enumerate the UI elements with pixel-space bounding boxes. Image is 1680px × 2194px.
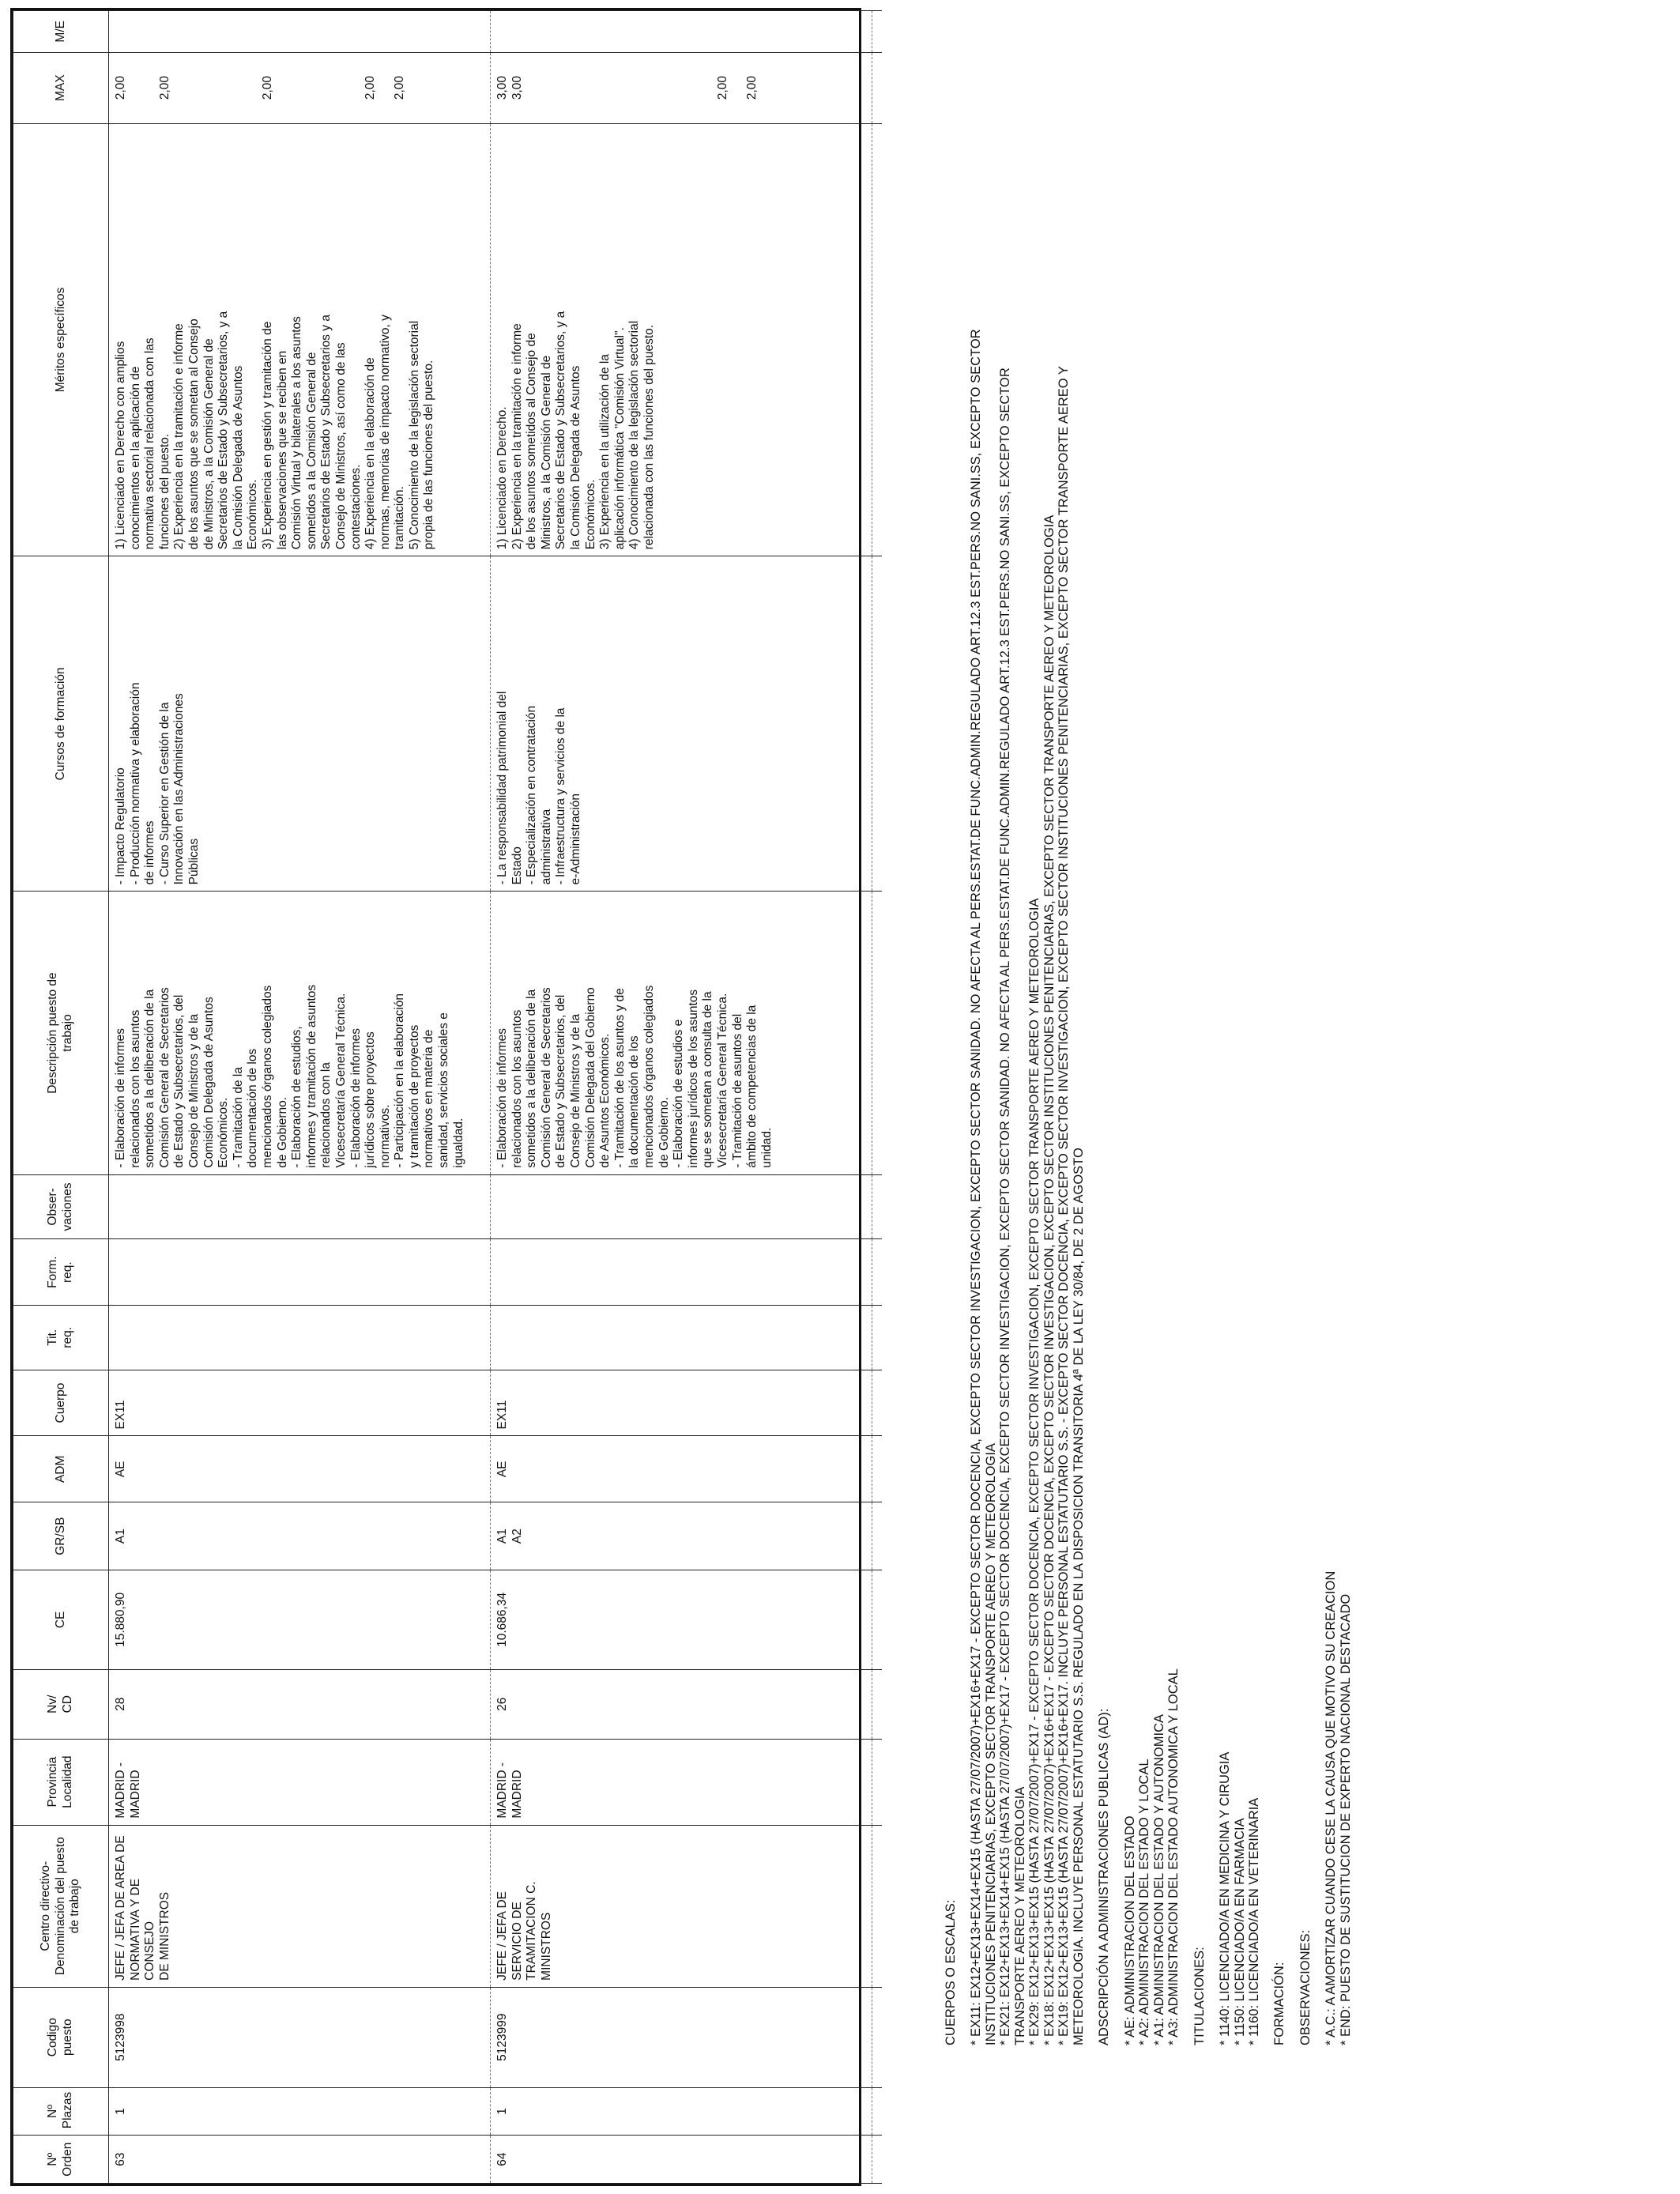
header-cursos: Cursos de formación [13,556,109,892]
formacion-title: FORMACIÓN: [1272,1962,1287,2045]
puestos-table [13,10,882,2184]
titulaciones-list [1218,22,1261,2045]
cell-nivel: 26 [491,1669,872,1739]
cell-codigo: 5123999 [491,1987,872,2087]
max-value: 2,00 [157,75,171,100]
cell-meritos: 1) Licenciado en Derecho con amplios conocimientos en la aplicación de normativa sectorial relacionada con las funciones del puesto. 2) Experiencia en la tramitación e informe de los asuntos que se sometan al Consejo de Ministros, a la Comisión General de Secretarios de Estado y Subsecretarios, y a la Comisión Delegada de Asuntos Económicos. 3) Experiencia en gestión y tramitación de las observaciones que se reciben en Comisión Virtual y bilaterales a los asuntos sometidos a la Comisión General de Secretarios de Estado y Subsecretarios y a Consejo de Ministros, así como de las contestaciones. 4) Experiencia en la elaboración de normas, memorias de impacto normativo, y tramitación. 5) Conocimiento de la legislación sectorial propia de las funciones del puesto. [109,123,491,556]
adscripcion-title: ADSCRIPCIÓN A ADMINISTRACIONES PUBLICAS (AD): [1097,1708,1112,2045]
max-value [687,59,702,117]
max-value [642,59,657,117]
header-codigo: Codigo puesto [13,1987,109,2087]
max-value [657,59,672,117]
observaciones-title: OBSERVACIONES: [1298,1929,1313,2045]
cell-cursos: - La responsabilidad patrimonial del Estado - Especialización en contratación administrativa - Infraestructura y servicios de la e-Administración [491,556,872,892]
max-value [187,59,202,117]
cell-adm: AE [491,1436,872,1502]
max-value: 2,00 [393,75,407,100]
max-value [627,59,642,117]
max-value [319,59,334,117]
cell-codigo: 5123998 [109,1987,491,2087]
cell-descripcion: - Elaboración de informes relacionados con los asuntos sometidos a la deliberación de la Comisión General de Secretarios de Estado y Subsecretarios, del Consejo de Ministros y de la Comisión Delegada de Asuntos Económicos. - Tramitación de la documentación de los mencionados órganos colegiados de Gobierno. - Elaboración de estudios, informes y tramitación de asuntos relacionados con la Vicesecretaría General Técnica. - Elaboración de informes jurídicos sobre proyectos normativos. - Participación en la elaboración y tramitación de proyectos normativos en materia de sanidad, servicios sociales e igualdad. [109,892,491,1174]
header-descripcion: Descripción puesto de trabajo [13,892,109,1174]
max-value [232,59,247,117]
list-item: * EX21: EX12+EX13+EX14+EX15 (HASTA 27/07/2007)+EX17 - EXCEPTO SECTOR DOCENCIA, EXCEPTO SECTOR INVESTIGACION, EXCEPTO SECTOR SANIDAD. NO AFECTA AL PERS.ESTAT.DE FUNC.ADMIN.REGULADO ART.12.3 EST.PERS.NO SANI.SS, EXCEPTO SECTOR [998,368,1013,2045]
legend-notes [932,22,1353,2045]
cell-provincia: MADRID - MADRID [109,1739,491,1825]
list-item: * 1140: LICENCIADO/A EN MEDICINA Y CIRUGIA [1218,1751,1233,2045]
list-item: * EX11: EX12+EX13+EX14+EX15 (HASTA 27/07/2007)+EX16+EX17 - EXCEPTO SECTOR DOCENCIA, EXCEPTO SECTOR INVESTIGACION, EXCEPTO SECTOR SANIDAD. NO AFECTA AL PERS.ESTAT.DE FUNC.ADMIN.REGULADO ART.12.3 EST.PERS.NO SANI.SS, EXCEPTO SECTOR [969,329,984,2045]
max-value: 2,00 [114,75,127,100]
cell-grupo: A1 A2 [491,1502,872,1570]
puestos-table-wrapper [10,8,861,2186]
list-item: * EX29: EX12+EX13+EX15 (HASTA 27/07/2007)+EX17 - EXCEPTO SECTOR DOCENCIA, EXCEPTO SECTOR INVESTIGACION, EXCEPTO SECTOR TRANSPORTE AEREO Y METEOROLOGIA [1027,898,1042,2045]
cell-tit [109,1306,491,1370]
max-value: 2,00 [260,75,274,100]
max-value [672,59,687,117]
cell-nivel: 28 [109,1669,491,1739]
list-item: * 1150: LICENCIADO/A EN FARMACIA [1232,1818,1247,2045]
max-value [598,59,613,117]
cell-orden: 63 [109,2136,491,2184]
header-form: Form. req. [13,1239,109,1306]
cell-max [109,52,491,123]
adscripcion-list [1123,22,1181,2045]
table-row [109,11,491,2184]
header-obs: Obser- vaciones [13,1174,109,1239]
cell-provincia: MADRID - MADRID [491,1739,872,1825]
cell-cuerpo: EX11 [491,1370,872,1436]
cell-tit [491,1306,872,1370]
header-cuerpo: Cuerpo [13,1370,109,1436]
header-orden: Nº Orden [13,2136,109,2184]
max-value [246,59,261,117]
max-value [290,59,305,117]
header-tit: Tit. req. [13,1306,109,1370]
table-row-empty [872,11,883,2184]
table-row [491,11,872,2184]
max-value [129,59,144,117]
max-value [202,59,217,117]
max-value [334,59,349,117]
cell-cursos: - Impacto Regulatorio - Producción normativa y elaboración de informes - Curso Superior en Gestión de la Innovación en las Administraciones Públicas [109,556,491,892]
cell-form [109,1239,491,1306]
max-value [731,59,746,117]
list-item: * EX19: EX12+EX13+EX15 (HASTA 27/07/2007)+EX16+EX17. INCLUYE PERSONAL ESTATUTARIO S.S. - EXCEPTO SECTOR DOCENCIA, EXCEPTO SECTOR INVESTIGACION, EXCEPTO SECTOR INSTITUCIONES PENITENCIARIAS, EXCEPTO SECTOR TRANSPORTE AEREO Y [1057,366,1072,2045]
cell-max [491,52,872,123]
list-item: METEOROLOGIA. INCLUYE PERSONAL ESTATUTARIO S.S. REGULADO EN LA DISPOSICION TRANSITORIA 4ª DE LA LEY 30/84, DE 2 DE AGOSTO [1071,1148,1086,2045]
max-value [217,59,232,117]
max-value [701,59,716,117]
max-value: 2,00 [745,75,759,100]
header-me: M/E [13,11,109,53]
header-plazas: Nº Plazas [13,2087,109,2136]
max-value: 2,00 [363,75,378,100]
max-value: 2,00 [715,75,729,100]
list-item: * A3: ADMINISTRACION DEL ESTADO AUTONOMICA Y LOCAL [1166,1668,1181,2045]
max-value [554,59,569,117]
cell-orden: 64 [491,2136,872,2184]
max-value [305,59,320,117]
cell-me [491,11,872,53]
header-max: MAX [13,52,109,123]
max-value [143,59,158,117]
cell-form [491,1239,872,1306]
cell-me [109,11,491,53]
max-value [349,59,364,117]
list-item: * A1: ADMINISTRACION DEL ESTADO Y AUTONOMICA [1151,1713,1166,2045]
header-centro: Centro directivo- Denominación del puesto de trabajo [13,1825,109,1987]
list-item: TRANSPORTE AEREO Y METEOROLOGIA [1012,1786,1027,2045]
header-grupo: GR/SB [13,1502,109,1570]
titulaciones-title: TITULACIONES: [1192,1947,1207,2045]
max-value [172,59,187,117]
cuerpos-title: CUERPOS O ESCALAS: [944,1899,958,2045]
cell-centro: JEFE / JEFA DE SERVICIO DE TRAMITACION C. MINISTROS [491,1825,872,1987]
max-value [379,59,394,117]
max-value: 3,00 [510,75,524,100]
header-meritos: Méritos específicos [13,123,109,556]
cell-adm: AE [109,1436,491,1502]
cell-grupo: A1 [109,1502,491,1570]
cell-ce: 15.880,90 [109,1570,491,1670]
list-item: * AE: ADMINISTRACION DEL ESTADO [1122,1815,1137,2045]
cell-cuerpo: EX11 [109,1370,491,1436]
observaciones-list [1324,22,1353,2045]
cell-obs [491,1174,872,1239]
header-adm: ADM [13,1436,109,1502]
max-value [569,59,584,117]
max-value [584,59,599,117]
list-item: * A2: ADMINISTRACION DEL ESTADO Y LOCAL [1137,1759,1152,2045]
max-value [613,59,628,117]
cell-obs [109,1174,491,1239]
cell-descripcion: - Elaboración de informes relacionados con los asuntos sometidos a la deliberación de la Comisión General de Secretarios de Estado y Subsecretarios, del Consejo de Ministros y de la Comisión Delegada del Gobierno de Asuntos Económicos. - Tramitación de los asuntos y de la documentación de los mencionados órganos colegiados de Gobierno. - Elaboración de estudios e informes jurídicos de los asuntos que se sometan a consulta de la Vicesecretaría General Técnica. - Tramitación de asuntos del ámbito de competencias de la unidad. [491,892,872,1174]
cell-plazas: 1 [109,2087,491,2136]
list-item: * EX18: EX12+EX13+EX15 (HASTA 27/07/2007)+EX16+EX17 - EXCEPTO SECTOR DOCENCIA, EXCEPTO SECTOR INVESTIGACION, EXCEPTO SECTOR INSTITUCIONES PENITENCIARIAS, EXCEPTO SECTOR TRANSPORTE AEREO Y METEOROLOGIA [1042,515,1057,2045]
cell-centro: JEFE / JEFA DE AREA DE NORMATIVA Y DE CONSEJO DE MINISTROS [109,1825,491,1987]
table-header-row [13,11,109,2184]
cell-ce: 10.686,34 [491,1570,872,1670]
list-item: * A.C.: A AMORTIZAR CUANDO CESE LA CAUSA QUE MOTIVO SU CREACION [1324,1570,1339,2045]
max-value [276,59,291,117]
list-item: * 1160: LICENCIADO/A EN VETERINARIA [1246,1797,1261,2045]
cell-plazas: 1 [491,2087,872,2136]
max-value [540,59,555,117]
list-item: * END: PUESTO DE SUSTITUCION DE EXPERTO NACIONAL DESTACADO [1338,1593,1353,2045]
header-ce: CE [13,1570,109,1670]
header-nivel: Nv/ CD [13,1669,109,1739]
list-item: INSTITUCIONES PENITENCIARIAS, EXCEPTO SECTOR TRANSPORTE AEREO Y METEOROLOGIA [983,1443,998,2045]
max-value [525,59,540,117]
cuerpos-list [969,22,1086,2045]
header-provincia: Provincia Localidad [13,1739,109,1825]
max-value: 3,00 [495,75,509,100]
cell-meritos: 1) Licenciado en Derecho. 2) Experiencia en la tramitación e informe de los asuntos sometidos al Consejo de Ministros, a la Comisión General de Secretarios de Estado y Subsecretarios, y a la Comisión Delegada de Asuntos Económicos. 3) Experiencia en la utilización de la aplicación informática "Comisión Virtual". 4) Conocimiento de la legislación sectorial relacionada con las funciones del puesto. [491,123,872,556]
